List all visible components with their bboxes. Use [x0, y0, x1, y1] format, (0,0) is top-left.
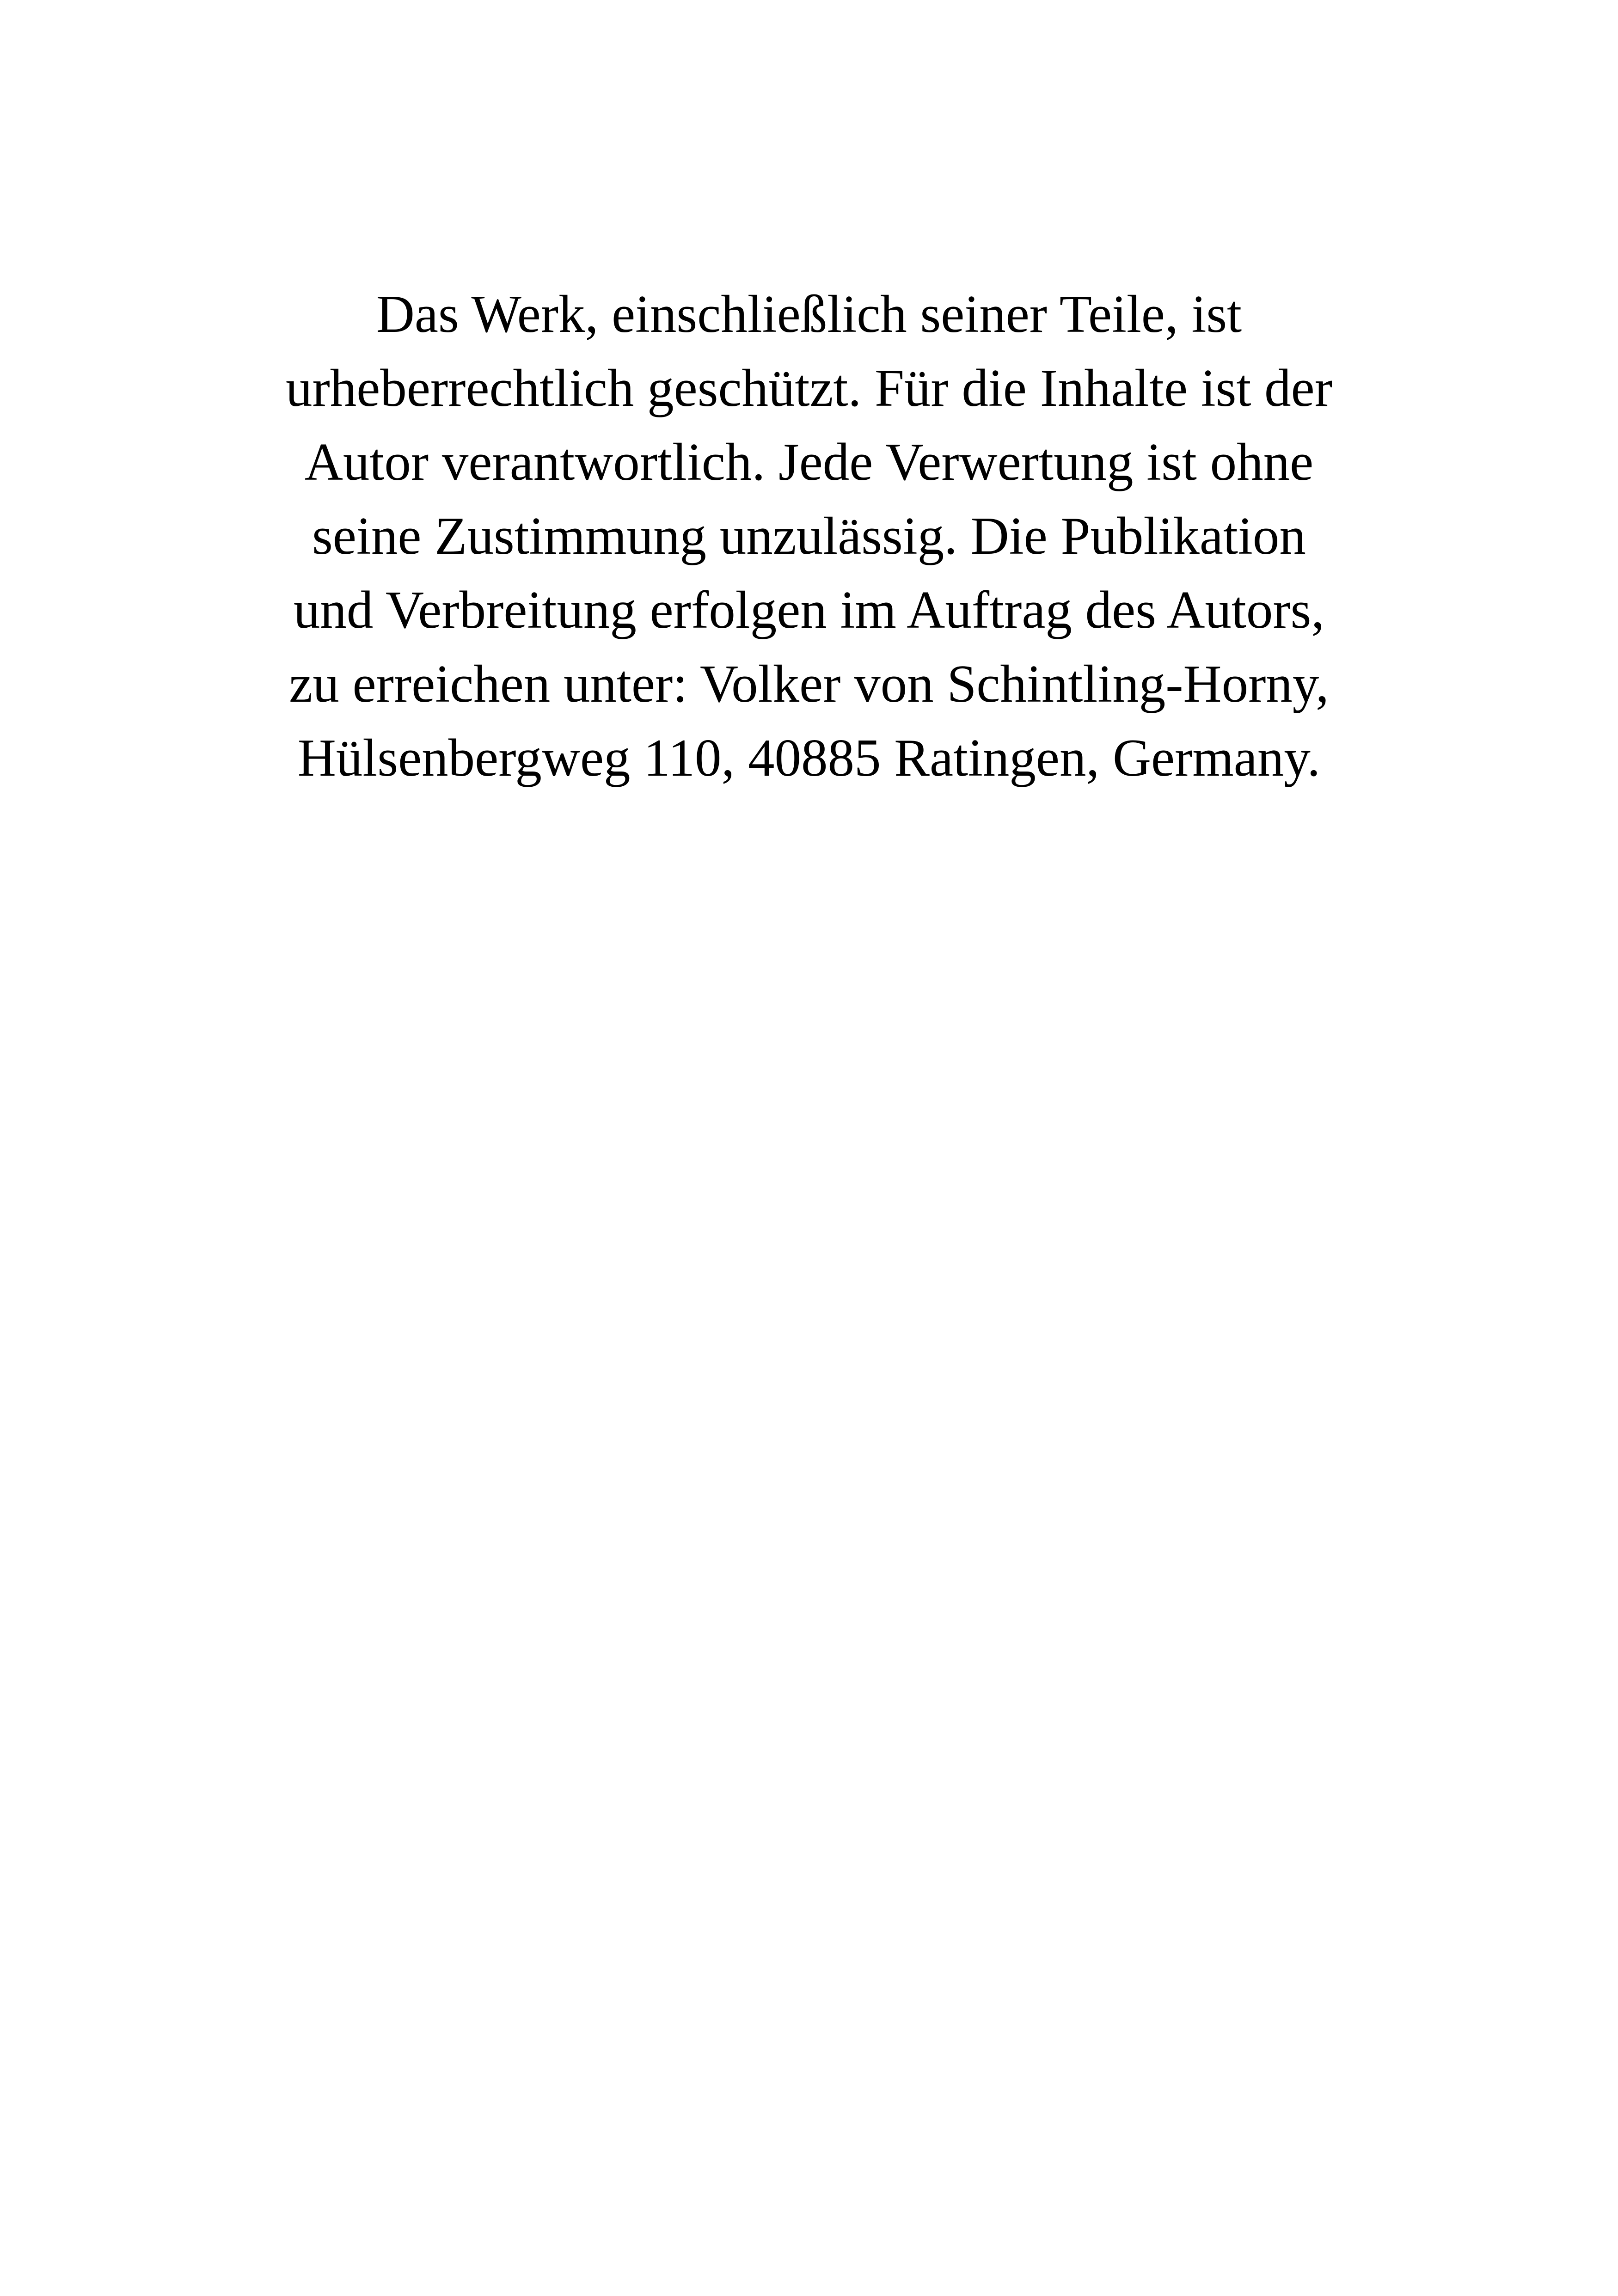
notice-line: und Verbreitung erfolgen im Auftrag des Autors, — [293, 581, 1325, 639]
notice-line: urheberrechtlich geschützt. Für die Inhalte ist der — [285, 359, 1332, 417]
notice-line: Autor verantwortlich. Jede Verwertung ist ohne — [304, 433, 1314, 491]
notice-line: zu erreichen unter: Volker von Schintling-Horny, — [289, 655, 1329, 713]
notice-line: seine Zustimmung unzulässig. Die Publikation — [312, 507, 1306, 565]
notice-line: Das Werk, einschließlich seiner Teile, ist — [376, 285, 1242, 343]
notice-line: Hülsenbergweg 110, 40885 Ratingen, Germany. — [297, 729, 1321, 787]
copyright-notice — [0, 277, 1618, 795]
